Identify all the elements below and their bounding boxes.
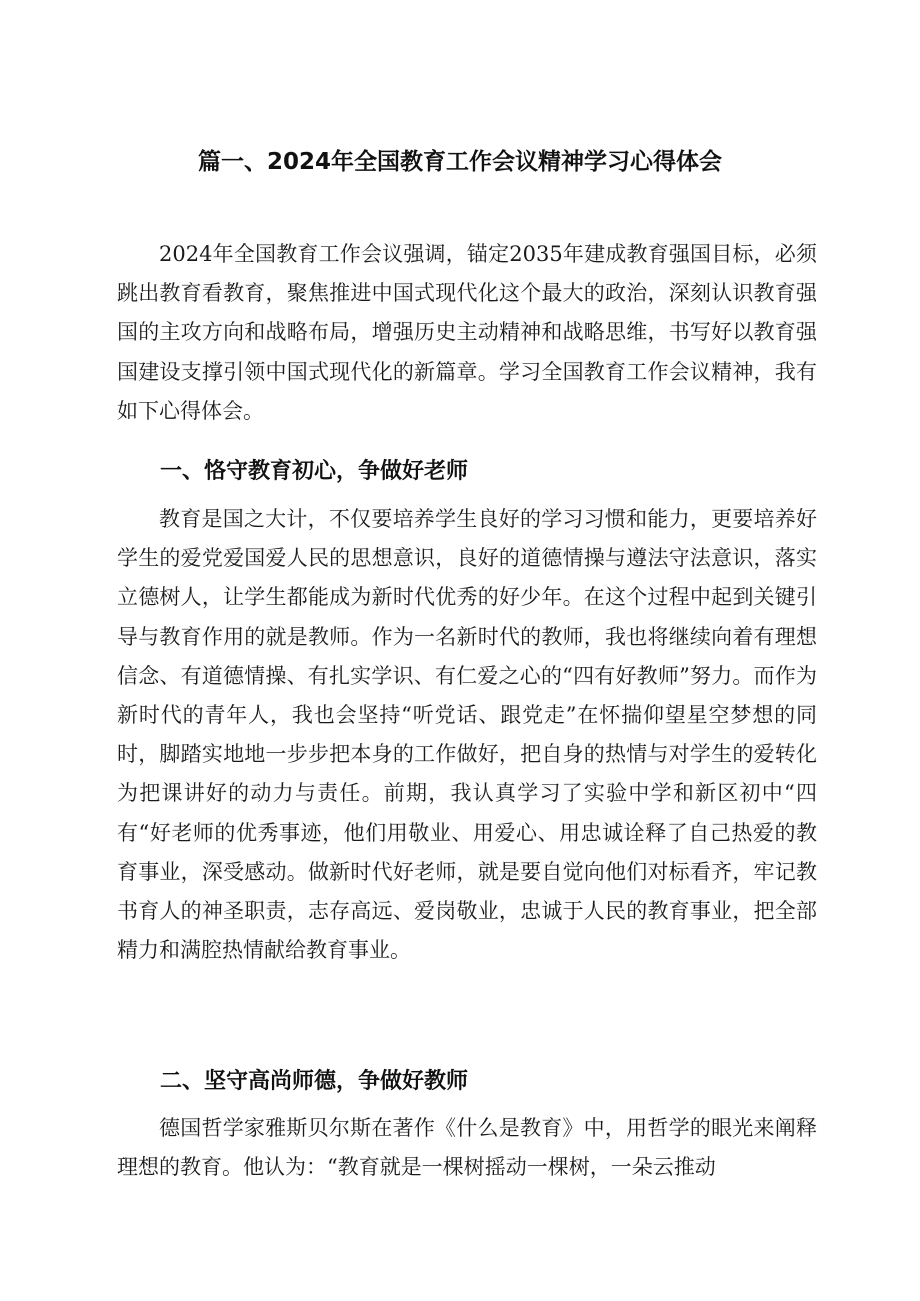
intro-paragraph: 2024年全国教育工作会议强调，锚定2035年建成教育强国目标，必须跳出教育看教育，聚焦推进中国式现代化这个最大的政治，深刻认识教育强国的主攻方向和战略布局，增强历史主动精神和战略思维，书写好以教育强国建设支撑引领中国式现代化的新篇章。学习全国教育工作会议精神，我有如下心得体会。 <box>117 242 817 423</box>
section1-paragraph: 教育是国之大计，不仅要培养学生良好的学习习惯和能力，更要培养好学生的爱党爱国爱人民的思想意识，良好的道德情操与遵法守法意识，落实立德树人，让学生都能成为新时代优秀的好少年。在这个过程中起到关键引导与教育作用的就是教师。作为一名新时代的教师，我也将继续向着有理想信念、有道德情操、有扎实学识、有仁爱之心的“四有好教师”努力。而作为新时代的青年人，我也会坚持“听党话、跟党走”在怀揣仰望星空梦想的同时，脚踏实地地一步步把本身的工作做好，把自身的热情与对学生的爱转化为把课讲好的动力与责任。前期，我认真学习了实验中学和新区初中“四有“好老师的优秀事迹，他们用敬业、用爱心、用忠诚诠释了自己热爱的教育事业，深受感动。做新时代好老师，就是要自觉向他们对标看齐，牢记教书育人的神圣职责，志存高远、爱岗敬业，忠诚于人民的教育事业，把全部精力和满腔热情献给教育事业。 <box>117 507 817 963</box>
section1-heading: 一、恪守教育初心，争做好老师 <box>160 459 469 484</box>
section2-paragraph: 德国哲学家雅斯贝尔斯在著作《什么是教育》中，用哲学的眼光来阐释理想的教育。他认为：“教育就是一棵树摇动一棵树，一朵云推动 <box>117 1116 817 1180</box>
section2-heading: 二、坚守高尚师德，争做好教师 <box>160 1069 469 1094</box>
document-title: 篇一、2024年全国教育工作会议精神学习心得体会 <box>197 149 722 175</box>
